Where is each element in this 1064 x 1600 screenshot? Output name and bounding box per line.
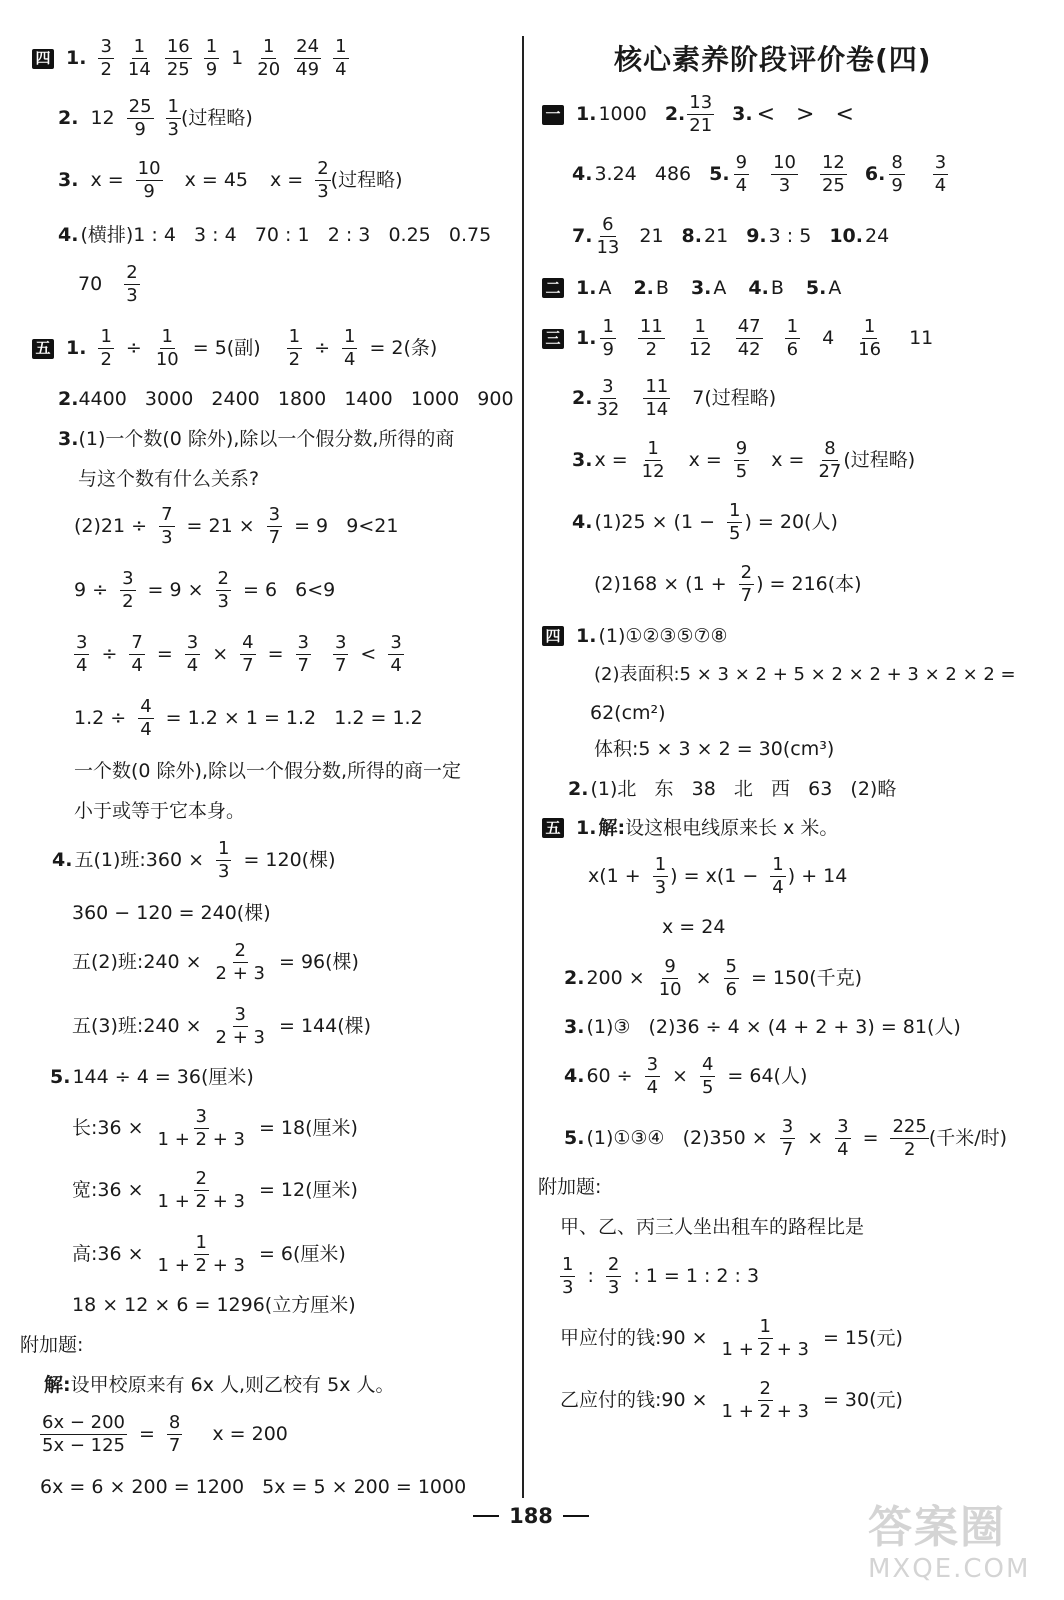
question-number: 4. bbox=[748, 276, 769, 299]
fraction: $\frac{25}{9}$ bbox=[128, 96, 152, 140]
fraction: $\frac{9}{10}$ bbox=[658, 956, 682, 1000]
fraction: $\frac{3}{7}$ bbox=[268, 504, 281, 548]
page-number bbox=[456, 1504, 606, 1528]
right-s1-l3 bbox=[572, 216, 889, 257]
fraction: $\frac{2}{3}$ bbox=[607, 1254, 620, 1298]
left-s5-q4-d bbox=[72, 1006, 371, 1047]
question-number: 7. bbox=[572, 225, 593, 247]
equation: 200 × bbox=[586, 967, 645, 989]
equation: : 1 = 1 : 2 : 3 bbox=[633, 1265, 760, 1287]
equation: 18 × 12 × 6 = 1296(立方厘米) bbox=[72, 1294, 356, 1316]
equation: 62(cm²) bbox=[590, 702, 666, 724]
equation: = 6 6<9 bbox=[242, 579, 336, 601]
left-s4-q2 bbox=[58, 98, 253, 139]
left-extra-l3 bbox=[40, 1478, 466, 1497]
left-extra-l1 bbox=[44, 1376, 394, 1395]
fraction: $\frac{1}{3}$ bbox=[654, 854, 667, 898]
answer-value: A bbox=[713, 276, 727, 299]
left-s5-q3-l2 bbox=[78, 470, 259, 489]
fraction: $\frac{16}{25}$ bbox=[166, 36, 190, 80]
answer-value: 12 bbox=[90, 107, 115, 129]
question-number: 3. bbox=[58, 428, 79, 450]
solution-label: 解: bbox=[598, 816, 626, 839]
right-s3-q4-b bbox=[594, 564, 862, 605]
left-s4-q1 bbox=[32, 38, 349, 79]
extra-title: 附加题: bbox=[538, 1176, 602, 1198]
fraction: $\frac{1}{2}$ bbox=[288, 326, 301, 370]
fraction: $\frac{9}{5}$ bbox=[735, 438, 748, 482]
left-s4-q4 bbox=[58, 226, 491, 245]
answer-value: A bbox=[828, 276, 842, 299]
watermark-url: MXQE.COM bbox=[868, 1554, 1031, 1584]
answer-text: (1)一个数(0 除外),除以一个假分数,所得的商 bbox=[78, 428, 455, 450]
question-number: 1. bbox=[66, 47, 87, 69]
equation: = 120(棵) bbox=[243, 849, 336, 871]
question-number: 2. bbox=[572, 387, 593, 409]
fraction: $\frac{2}{2 + 3}$ bbox=[215, 940, 265, 984]
right-s5-q1-eq bbox=[588, 856, 847, 897]
equation: = 9 9<21 bbox=[294, 515, 399, 537]
operator: < bbox=[360, 643, 377, 665]
fraction: $\frac{6}{13}$ bbox=[596, 214, 620, 258]
answer-value: B bbox=[770, 276, 784, 299]
question-number: 5. bbox=[564, 1127, 585, 1149]
fraction: $\frac{1}{4}$ bbox=[343, 326, 356, 370]
fraction: $\frac{3}{7}$ bbox=[781, 1116, 794, 1160]
fraction: $\frac{3}{32}$ bbox=[596, 376, 620, 420]
fraction: $\frac{2}{7}$ bbox=[740, 562, 753, 606]
watermark bbox=[868, 1502, 1058, 1594]
left-s5-q3-c bbox=[74, 634, 404, 675]
answer-value: 21 bbox=[704, 225, 729, 247]
answer-value: 70 bbox=[78, 273, 103, 295]
equation: 乙应付的钱:90 × bbox=[560, 1389, 708, 1411]
section-badge: 三 bbox=[542, 329, 564, 349]
equation: 甲应付的钱:90 × bbox=[560, 1327, 708, 1349]
left-s5-q5-c bbox=[72, 1170, 358, 1211]
fraction: $\frac{4}{4}$ bbox=[140, 696, 152, 740]
right-s3-q2 bbox=[572, 378, 776, 419]
equation: x = bbox=[270, 169, 304, 191]
equation: x = 45 bbox=[184, 169, 248, 191]
equation: = 6(厘米) bbox=[258, 1243, 346, 1265]
question-number: 5. bbox=[709, 163, 730, 185]
equation: 五(3)班:240 × bbox=[72, 1015, 202, 1037]
fraction: $\frac{2}{1 + 2 + 3}$ bbox=[157, 1168, 245, 1212]
result: = 2(条) bbox=[369, 337, 438, 359]
operator: × bbox=[695, 967, 712, 989]
equation: = 15(元) bbox=[822, 1327, 903, 1349]
fraction: $\frac{2}{3}$ bbox=[126, 262, 138, 306]
question-number: 1. bbox=[576, 103, 597, 125]
equation: = 12(厘米) bbox=[258, 1179, 358, 1201]
fraction: $\frac{1}{9}$ bbox=[602, 316, 614, 360]
equation: ) + 14 bbox=[787, 865, 848, 887]
extra-title: 附加题: bbox=[20, 1334, 84, 1356]
equation: 360 − 120 = 240(棵) bbox=[72, 902, 271, 924]
right-s5-q5 bbox=[564, 1118, 1007, 1159]
section-badge: 二 bbox=[542, 278, 564, 298]
left-extra-title bbox=[20, 1336, 83, 1355]
answer-text: 3.24 486 bbox=[594, 163, 692, 185]
dash-left bbox=[473, 1515, 499, 1517]
operator: = bbox=[267, 643, 284, 665]
question-number: 2. bbox=[633, 276, 654, 299]
equation: (1)③ (2)36 ÷ 4 × (4 + 2 + 3) = 81(人) bbox=[586, 1016, 961, 1038]
fraction: $\frac{3}{4}$ bbox=[186, 632, 199, 676]
fraction: $\frac{24}{49}$ bbox=[296, 36, 320, 80]
page-number-text: 188 bbox=[509, 1504, 553, 1528]
left-s5-q5-a bbox=[50, 1068, 254, 1087]
left-s5-q4-a bbox=[52, 840, 336, 881]
question-number: 2. bbox=[58, 388, 79, 410]
fraction: $\frac{7}{4}$ bbox=[131, 632, 143, 676]
column-divider bbox=[522, 36, 524, 1498]
equation: = 9 × bbox=[147, 579, 204, 601]
operator: × bbox=[807, 1127, 824, 1149]
left-s5-q4-c bbox=[72, 942, 359, 983]
question-number: 5. bbox=[805, 276, 827, 299]
fraction: $\frac{7}{3}$ bbox=[161, 504, 173, 548]
operator: × bbox=[672, 1065, 688, 1087]
fraction: $\frac{10}{3}$ bbox=[773, 152, 796, 196]
note: (过程略) bbox=[330, 169, 403, 191]
section-badge: 一 bbox=[542, 105, 564, 125]
right-s5-q1 bbox=[542, 818, 838, 838]
right-s5-q3 bbox=[564, 1018, 961, 1037]
fraction: $\frac{5}{6}$ bbox=[725, 956, 737, 1000]
fraction: $\frac{1}{4}$ bbox=[772, 854, 784, 898]
section-badge: 五 bbox=[32, 339, 54, 359]
fraction: $\frac{1}{3}$ bbox=[167, 96, 179, 140]
answer-value: 24 bbox=[864, 225, 890, 247]
fraction: $\frac{4}{7}$ bbox=[242, 632, 254, 676]
answer-value: 1 bbox=[231, 47, 244, 69]
fraction: $\frac{9}{4}$ bbox=[735, 152, 748, 196]
right-s1-l1 bbox=[542, 94, 854, 135]
equation: 宽:36 × bbox=[72, 1179, 144, 1201]
fraction: $\frac{1}{16}$ bbox=[858, 316, 882, 360]
answer-value: 1000 bbox=[598, 103, 647, 125]
equation: x = bbox=[594, 449, 628, 471]
left-s4-q3 bbox=[58, 160, 403, 201]
equation: 6x = 6 × 200 = 1200 5x = 5 × 200 = 1000 bbox=[40, 1476, 467, 1498]
fraction: $\frac{3}{4}$ bbox=[76, 632, 88, 676]
fraction: $\frac{3}{4}$ bbox=[646, 1054, 659, 1098]
question-number: 6. bbox=[864, 163, 886, 185]
left-s5-q3-l1 bbox=[58, 430, 454, 449]
fraction: $\frac{1}{5}$ bbox=[729, 500, 741, 544]
question-number: 3. bbox=[564, 1016, 585, 1038]
section-badge: 四 bbox=[32, 49, 54, 69]
operator: : bbox=[587, 1265, 594, 1287]
operator: ÷ bbox=[101, 643, 118, 665]
left-s5-q3-a bbox=[74, 506, 398, 547]
left-s5-q2 bbox=[58, 390, 514, 409]
unit: (千米/时) bbox=[928, 1127, 1008, 1149]
answer-text: 一个数(0 除外),除以一个假分数,所得的商一定 bbox=[74, 760, 462, 782]
right-extra-title bbox=[538, 1178, 601, 1197]
question-number: 4. bbox=[572, 511, 593, 533]
equation: 长:36 × bbox=[72, 1117, 144, 1139]
equation: = 21 × bbox=[186, 515, 255, 537]
fraction: $\frac{3}{2}$ bbox=[100, 36, 112, 80]
question-number: 9. bbox=[746, 225, 767, 247]
note: (过程略) bbox=[181, 107, 253, 129]
fraction: $\frac{3}{4}$ bbox=[934, 152, 947, 196]
equation: ) = 216(本) bbox=[756, 573, 862, 595]
result: = 5(副) bbox=[192, 337, 261, 359]
note: (过程略) bbox=[843, 449, 916, 471]
question-number: 8. bbox=[681, 225, 702, 247]
question-number: 2. bbox=[58, 107, 79, 129]
equation: 五(2)班:240 × bbox=[72, 951, 202, 973]
answer-text: (横排)1 : 4 3 : 4 70 : 1 2 : 3 0.25 0.75 bbox=[80, 224, 492, 246]
question-number: 4. bbox=[58, 224, 79, 246]
left-s5-q3-b bbox=[74, 570, 335, 611]
right-s3-q3 bbox=[572, 440, 915, 481]
fraction: $\frac{3}{7}$ bbox=[297, 632, 309, 676]
section-badge: 四 bbox=[542, 626, 564, 646]
fraction: $\frac{2}{1 + 2 + 3}$ bbox=[721, 1378, 809, 1422]
fraction: $\frac{8}{27}$ bbox=[818, 438, 842, 482]
right-s4-q1-c bbox=[590, 704, 666, 723]
equation: x = 200 bbox=[212, 1423, 288, 1445]
equation: = 30(元) bbox=[822, 1389, 903, 1411]
fraction: $\frac{1}{2}$ bbox=[100, 326, 112, 370]
question-number: 1. bbox=[576, 816, 597, 839]
fraction: $\frac{3}{4}$ bbox=[837, 1116, 849, 1160]
answer-value: B bbox=[655, 276, 669, 299]
left-s5-q5-b bbox=[72, 1108, 358, 1149]
answer-value: 21 bbox=[639, 225, 664, 247]
right-s5-q2 bbox=[564, 958, 862, 999]
equation: = 150(千克) bbox=[750, 967, 863, 989]
fraction: $\frac{47}{42}$ bbox=[737, 316, 761, 360]
question-number: 1. bbox=[576, 624, 597, 647]
left-s5-q3-d bbox=[74, 698, 423, 739]
question-number: 2. bbox=[568, 778, 589, 800]
operator: = bbox=[862, 1127, 879, 1149]
answer-text: 与这个数有什么关系? bbox=[78, 468, 260, 490]
equation: = 144(棵) bbox=[278, 1015, 372, 1037]
fraction: $\frac{1}{9}$ bbox=[205, 36, 218, 80]
equation: (2)表面积:5 × 3 × 2 + 5 × 2 × 2 + 3 × 2 × 2 = bbox=[594, 664, 1016, 685]
question-number: 3. bbox=[572, 449, 593, 471]
equation: 五(1)班:360 × bbox=[74, 849, 204, 871]
equation: x = 24 bbox=[662, 916, 726, 938]
operator: × bbox=[212, 643, 229, 665]
equation: (1)25 × (1 − bbox=[594, 511, 716, 533]
right-s5-q4 bbox=[564, 1056, 807, 1097]
right-extra-l2 bbox=[560, 1256, 759, 1297]
left-s5-q1 bbox=[32, 328, 437, 369]
operator: = bbox=[156, 643, 173, 665]
answer-text: 7(过程略) bbox=[692, 387, 777, 409]
question-number: 10. bbox=[829, 225, 863, 247]
page-title: 核心素养阶段评价卷(四) bbox=[614, 43, 932, 76]
fraction: $\frac{1}{1 + 2 + 3}$ bbox=[721, 1316, 809, 1360]
right-s5-q1-x bbox=[662, 918, 725, 937]
left-s5-q4-b bbox=[72, 904, 271, 923]
fraction: $\frac{8}{9}$ bbox=[891, 152, 903, 196]
fraction: $\frac{8}{7}$ bbox=[168, 1412, 181, 1456]
equation: 1.2 ÷ bbox=[74, 707, 127, 729]
equation: ) = 20(人) bbox=[744, 511, 838, 533]
operator: = bbox=[139, 1423, 155, 1445]
fraction: $\frac{2}{3}$ bbox=[217, 568, 229, 612]
answer-value: 4 bbox=[822, 327, 835, 349]
fraction: $\frac{3}{2 + 3}$ bbox=[215, 1004, 265, 1048]
equation: 9 ÷ bbox=[74, 579, 109, 601]
equation: 60 ÷ bbox=[586, 1065, 633, 1087]
right-s1-l2 bbox=[572, 154, 948, 195]
question-number: 4. bbox=[572, 163, 593, 185]
fraction: $\frac{3}{1 + 2 + 3}$ bbox=[157, 1106, 245, 1150]
equation: = 96(棵) bbox=[278, 951, 359, 973]
equation: (1)①③④ (2)350 × bbox=[586, 1127, 768, 1149]
equation: ) = x(1 − bbox=[670, 865, 759, 887]
left-s5-q5-e bbox=[72, 1296, 356, 1315]
answer-value: 11 bbox=[909, 327, 934, 349]
fraction: $\frac{2}{3}$ bbox=[317, 158, 329, 202]
fraction: $\frac{1}{4}$ bbox=[335, 36, 347, 80]
left-s5-q3-e1 bbox=[74, 762, 461, 781]
question-number: 1. bbox=[576, 327, 597, 349]
equation: x = bbox=[90, 169, 124, 191]
dash-right bbox=[563, 1515, 589, 1517]
fraction: $\frac{1}{12}$ bbox=[688, 316, 712, 360]
fraction: $\frac{11}{14}$ bbox=[645, 376, 669, 420]
right-s3-q4-a bbox=[572, 502, 838, 543]
right-extra-l3 bbox=[560, 1318, 903, 1359]
section-badge: 五 bbox=[542, 818, 564, 838]
question-number: 5. bbox=[50, 1066, 71, 1088]
answer-text: (1)①②③⑤⑦⑧ bbox=[598, 624, 728, 647]
fraction: $\frac{1}{3}$ bbox=[218, 838, 230, 882]
fraction: $\frac{1}{14}$ bbox=[127, 36, 151, 80]
answer-text: < > < bbox=[756, 101, 854, 127]
equation: (2)168 × (1 + bbox=[594, 573, 727, 595]
question-number: 1. bbox=[576, 276, 597, 299]
equation: = 18(厘米) bbox=[258, 1117, 358, 1139]
fraction: $\frac{13}{21}$ bbox=[689, 92, 713, 136]
left-s5-q3-e2 bbox=[74, 802, 245, 821]
answer-text: 小于或等于它本身。 bbox=[74, 800, 246, 822]
equation: x(1 + bbox=[588, 865, 641, 887]
fraction: $\frac{1}{3}$ bbox=[562, 1254, 574, 1298]
right-s4-q1-a bbox=[542, 626, 728, 646]
watermark-mark: 答案圈 bbox=[868, 1502, 1006, 1553]
right-s4-q1-d bbox=[594, 740, 834, 759]
fraction: $\frac{1}{6}$ bbox=[786, 316, 799, 360]
answer-text: 设甲校原来有 6x 人,则乙校有 5x 人。 bbox=[70, 1374, 395, 1396]
question-number: 4. bbox=[564, 1065, 585, 1087]
left-s5-q5-d bbox=[72, 1234, 346, 1275]
question-number: 1. bbox=[66, 337, 87, 359]
solution-label: 解: bbox=[44, 1374, 71, 1396]
question-number: 4. bbox=[52, 849, 73, 871]
question-number: 3. bbox=[690, 276, 712, 299]
equation: 体积:5 × 3 × 2 = 30(cm³) bbox=[594, 738, 835, 760]
question-number: 3. bbox=[58, 169, 79, 191]
fraction: $\frac{1}{1 + 2 + 3}$ bbox=[157, 1232, 245, 1276]
answer-value: 3 : 5 bbox=[768, 225, 812, 247]
left-s4-q4-cont bbox=[78, 264, 140, 305]
equation: x = bbox=[771, 449, 805, 471]
question-number: 2. bbox=[564, 967, 585, 989]
fraction: $\frac{1}{12}$ bbox=[641, 438, 665, 482]
fraction: $\frac{3}{7}$ bbox=[334, 632, 347, 676]
equation: 144 ÷ 4 = 36(厘米) bbox=[72, 1066, 254, 1088]
answer-text: 甲、乙、丙三人坐出租车的路程比是 bbox=[560, 1216, 865, 1238]
answer-text: 4400 3000 2400 1800 1400 1000 900 bbox=[78, 388, 514, 410]
left-extra-l2 bbox=[40, 1414, 288, 1455]
right-extra-l4 bbox=[560, 1380, 903, 1421]
operator: ÷ bbox=[125, 337, 142, 359]
right-s4-q2 bbox=[568, 780, 896, 799]
fraction: $\frac{1}{10}$ bbox=[155, 326, 179, 370]
operator: ÷ bbox=[314, 337, 330, 359]
equation: x = bbox=[688, 449, 722, 471]
fraction: $\frac{4}{5}$ bbox=[701, 1054, 714, 1098]
right-s4-q1-b bbox=[594, 666, 1016, 684]
fraction: $\frac{1}{20}$ bbox=[257, 36, 281, 80]
equation: = 1.2 × 1 = 1.2 1.2 = 1.2 bbox=[165, 707, 423, 729]
right-extra-l1 bbox=[560, 1218, 864, 1237]
answer-value: A bbox=[598, 276, 612, 299]
question-number: 3. bbox=[732, 103, 753, 125]
answer-text: 设这根电线原来长 x 米。 bbox=[625, 816, 839, 839]
right-s2 bbox=[542, 278, 841, 298]
equation: = 64(人) bbox=[727, 1065, 808, 1087]
fraction: $\frac{6x - 200}{5x - 125}$ bbox=[42, 1412, 125, 1456]
answer-text: (1)北 东 38 北 西 63 (2)略 bbox=[590, 778, 897, 800]
fraction: $\frac{3}{4}$ bbox=[390, 632, 402, 676]
equation: (2)21 ÷ bbox=[74, 515, 148, 537]
fraction: $\frac{225}{2}$ bbox=[892, 1116, 927, 1160]
question-number: 2. bbox=[664, 103, 686, 125]
equation: 高:36 × bbox=[72, 1243, 144, 1265]
fraction: $\frac{3}{2}$ bbox=[122, 568, 134, 612]
fraction: $\frac{12}{25}$ bbox=[821, 152, 845, 196]
fraction: $\frac{11}{2}$ bbox=[639, 316, 663, 360]
fraction: $\frac{10}{9}$ bbox=[137, 158, 161, 202]
right-s3-q1 bbox=[542, 318, 933, 359]
